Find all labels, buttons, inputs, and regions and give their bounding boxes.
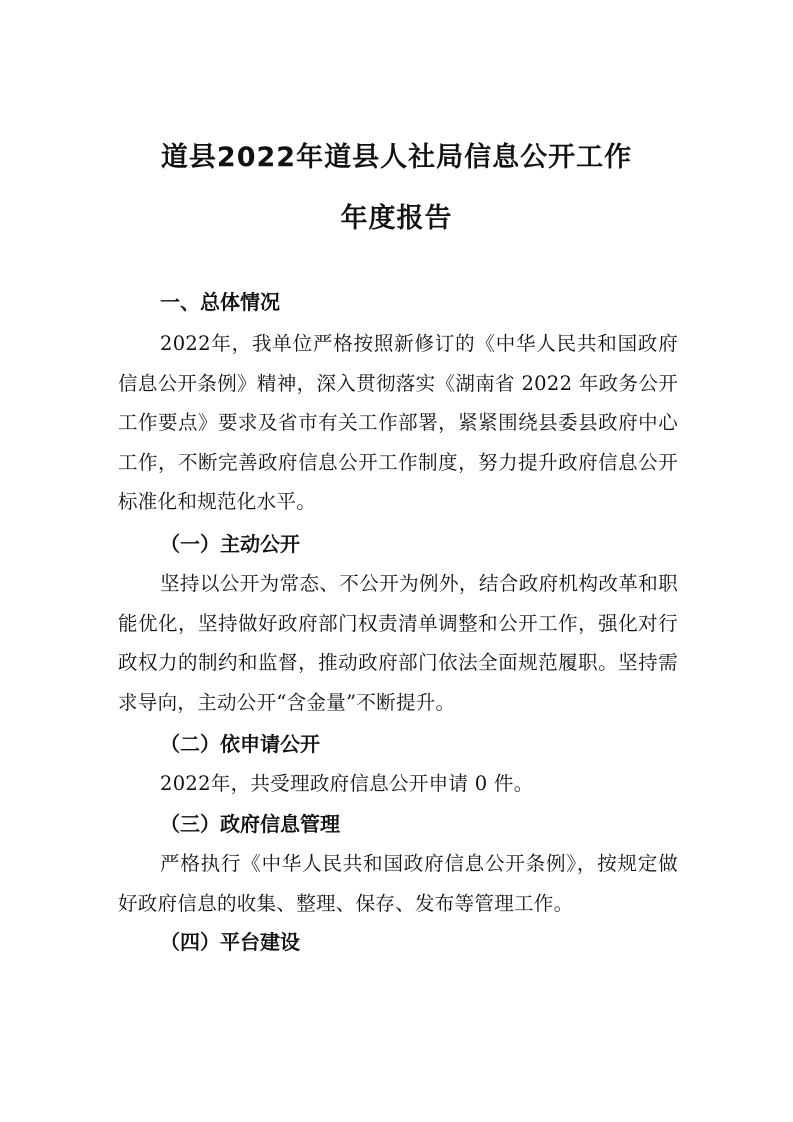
document-title-line2: 年度报告	[340, 203, 453, 234]
subsection-heading-active-disclosure: （一）主动公开	[160, 532, 300, 556]
active-disclosure-paragraph: 坚持以公开为常态、不公开为例外，结合政府机构改革和职能优化，坚持做好政府部门权责清单调整和公开工作，强化对行政权力的制约和监督，推动政府部门依法全面规范履职。坚持需求导向，主动公开“含金量”不断提升。	[118, 572, 678, 714]
subsection-heading-platform-construction: （四）平台建设	[160, 930, 300, 954]
section-heading-overview: 一、总体情况	[160, 290, 280, 314]
document-title-line1: 道县2022年道县人社局信息公开工作	[160, 142, 633, 173]
information-management-paragraph: 严格执行《中华人民共和国政府信息公开条例》，按规定做好政府信息的收集、整理、保存、发布等管理工作。	[118, 852, 678, 915]
subsection-heading-information-management: （三）政府信息管理	[160, 812, 340, 836]
overview-paragraph: 2022年，我单位严格按照新修订的《中华人民共和国政府信息公开条例》精神，深入贯彻落实《湖南省 2022 年政务公开工作要点》要求及省市有关工作部署，紧紧围绕县委县政府中心工作，不断完善政府信息公开工作制度，努力提升政府信息公开标准化和规范化水平。	[118, 332, 678, 513]
subsection-heading-application-disclosure: （二）依申请公开	[160, 732, 320, 756]
application-disclosure-paragraph: 2022年，共受理政府信息公开申请 0 件。	[160, 772, 534, 795]
